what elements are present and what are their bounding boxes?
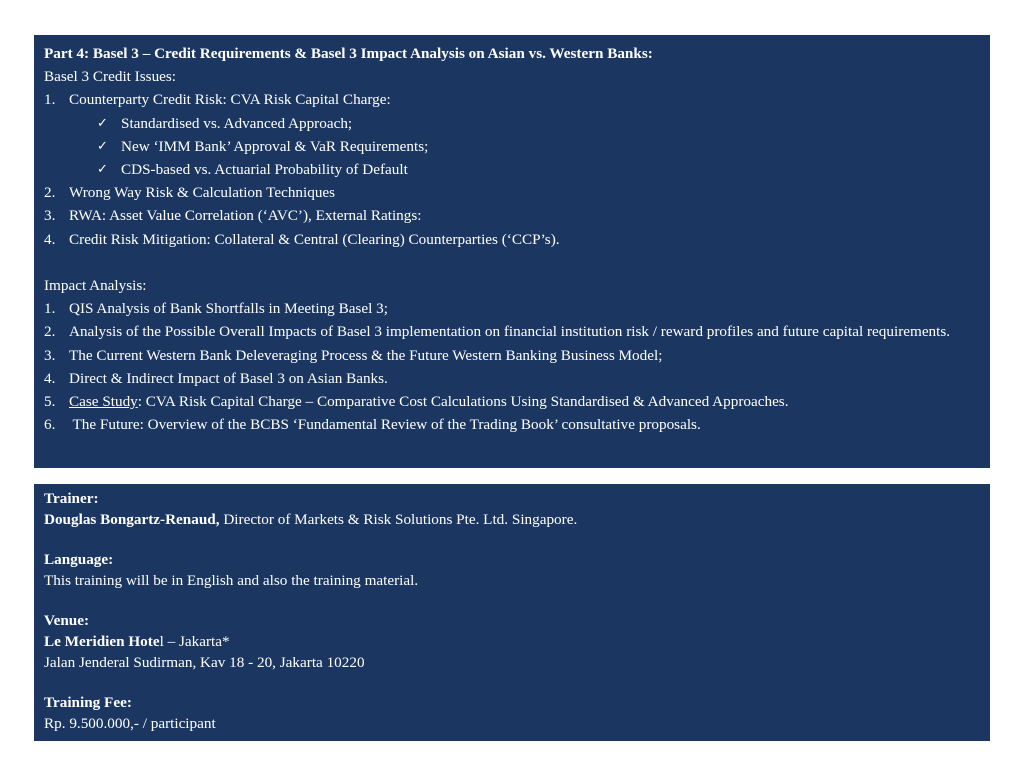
trainer-line [44, 510, 980, 531]
list-item [44, 228, 980, 251]
item-text: Wrong Way Risk & Calculation Techniques [69, 184, 336, 202]
fee-label: Training Fee: [44, 694, 132, 712]
item-text: Analysis of the Possible Overall Impacts of Basel 3 implementation on financial institution risk / reward profiles and future capital requirements. [69, 323, 951, 341]
item-text: The Future: Overview of the BCBS ‘Fundamental Review of the Trading Book’ consultative proposals. [69, 416, 701, 434]
sub-item-text: Standardised vs. Advanced Approach; [121, 114, 353, 132]
list-item [44, 320, 980, 343]
item-text: Credit Risk Mitigation: Collateral & Central (Clearing) Counterparties (‘CCP’s). [69, 230, 560, 248]
item-text: The Current Western Bank Deleveraging Process & the Future Western Banking Business Model; [69, 346, 663, 364]
spacer [44, 673, 980, 693]
venue-name-bold: Le Meridien Hote [44, 632, 160, 650]
list-item [44, 181, 980, 204]
fee-text: Rp. 9.500.000,- / participant [44, 714, 216, 732]
item-number: 4. [44, 369, 56, 387]
part-title: Part 4: Basel 3 – Credit Requirements & Basel 3 Impact Analysis on Asian vs. Western Banks: [44, 45, 653, 62]
item-number: 2. [44, 323, 56, 341]
item-text: QIS Analysis of Bank Shortfalls in Meeting Basel 3; [69, 300, 388, 318]
language-label: Language: [44, 551, 114, 569]
venue-name [44, 632, 980, 653]
spacer [44, 591, 980, 611]
list-item [44, 367, 980, 390]
item-number: 2. [44, 184, 56, 202]
checkmark-icon: ✓ [97, 138, 108, 154]
credit-issues-heading: Basel 3 Credit Issues: [44, 68, 177, 86]
venue-address: Jalan Jenderal Sudirman, Kav 18 - 20, Jakarta 10220 [44, 653, 365, 671]
sub-list-item [44, 112, 980, 135]
trainer-description: Director of Markets & Risk Solutions Pte. Ltd. Singapore. [219, 510, 578, 528]
item-text: Direct & Indirect Impact of Basel 3 on Asian Banks. [69, 369, 388, 387]
item-text: RWA: Asset Value Correlation (‘AVC’), External Ratings: [69, 207, 422, 225]
item-text: Counterparty Credit Risk: CVA Risk Capital Charge: [69, 91, 391, 109]
training-info-panel [34, 484, 990, 741]
list-item [44, 204, 980, 227]
spacer [44, 251, 980, 274]
venue-name-rest: l – Jakarta* [159, 632, 230, 650]
trainer-label: Trainer: [44, 490, 99, 507]
venue-label: Venue: [44, 612, 90, 630]
item-number: 5. [44, 393, 56, 411]
spacer [44, 530, 980, 550]
item-number: 1. [44, 91, 56, 109]
list-item [44, 344, 980, 367]
trainer-name: Douglas Bongartz-Renaud, [44, 510, 220, 528]
course-outline-panel [34, 35, 990, 468]
sub-list-item [44, 158, 980, 181]
item-number: 3. [44, 207, 56, 225]
item-number: 3. [44, 346, 56, 364]
list-item [44, 390, 980, 413]
list-item [44, 88, 980, 111]
case-study-text: : CVA Risk Capital Charge – Comparative Cost Calculations Using Standardised & Advanced Approaches. [137, 393, 789, 411]
sub-list-item [44, 135, 980, 158]
item-number: 6. [44, 416, 56, 434]
item-number: 1. [44, 300, 56, 318]
case-study-link[interactable]: Case Study [69, 393, 138, 411]
sub-item-text: New ‘IMM Bank’ Approval & VaR Requirements; [121, 137, 429, 155]
item-number: 4. [44, 230, 56, 248]
list-item [44, 297, 980, 320]
checkmark-icon: ✓ [97, 162, 108, 178]
language-text: This training will be in English and also the training material. [44, 571, 419, 589]
item-text [69, 390, 980, 413]
list-item [44, 413, 980, 436]
impact-heading: Impact Analysis: [44, 277, 147, 295]
sub-item-text: CDS-based vs. Actuarial Probability of Default [121, 161, 408, 179]
checkmark-icon: ✓ [97, 115, 108, 131]
